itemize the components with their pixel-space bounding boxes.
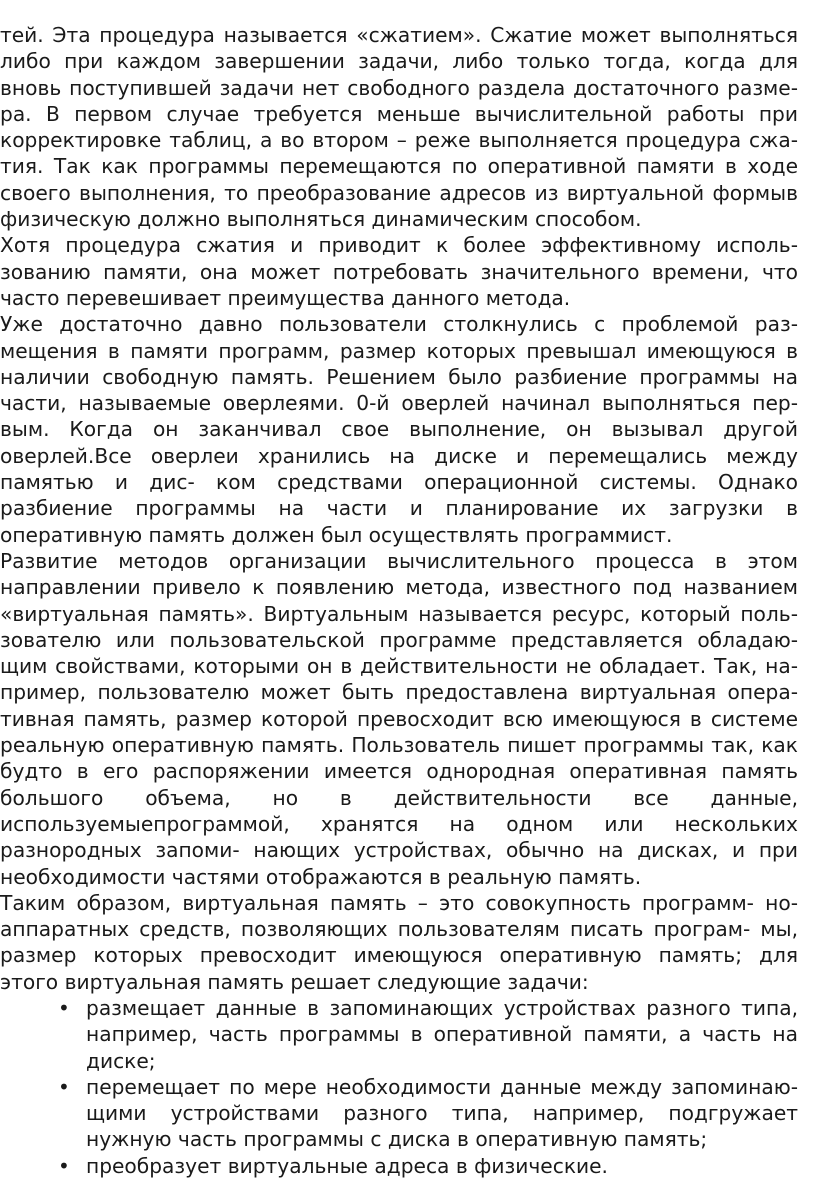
document-page <box>0 22 798 1179</box>
list-item-text: перемещает по мере необходимости данные между запоминаю- щими устройствами разного типа, например, подгружает нужную часть программы с диска в оперативную память; <box>86 1074 798 1152</box>
task-list <box>0 995 798 1179</box>
paragraph-compaction: тей. Эта процедура называется «сжатием». Сжатие может выполняться либо при каждом завершении задачи, либо только тогда, когда для вновь поступившей задачи нет свободного раздела достаточного разме- ра. В первом случае требуется меньше вычислительной работы при корректировке таблиц, а во втором – реже выполняется процедура сжа- тия. Так как программы перемещаются по оперативной памяти в ходе своего выполнения, то преобразование адресов из виртуальной формыв физическую должно выполняться динамическим способом. <box>0 23 798 232</box>
list-item <box>0 1153 798 1179</box>
bullet-icon: • <box>58 1153 70 1178</box>
list-item-text: размещает данные в запоминающих устройствах разного типа, например, часть программы в оперативной памяти, а часть на диске; <box>86 995 798 1073</box>
paragraph-compaction-cost: Хотя процедура сжатия и приводит к более эффективному исполь- зованию памяти, она может потребовать значительного времени, что часто перевешивает преимущества данного метода. <box>0 233 798 310</box>
bullet-icon: • <box>58 995 70 1020</box>
list-item-text: преобразует виртуальные адреса в физические. <box>86 1153 608 1178</box>
paragraph-virtual-memory: Развитие методов организации вычислительного процесса в этом направлении привело к появлению метода, известного под названием «виртуальная память». Виртуальным называется ресурс, который поль- зователю или пользовательской программе представляется обладаю- щим свойствами, которыми он в действительности не обладает. Так, на- пример, пользователю может быть предоставлена виртуальная опера- тивная память, размер которой превосходит всю имеющуюся в системе реальную оперативную память. Пользователь пишет программы так, как будто в его распоряжении имеется однородная оперативная память большого объема, но в действительности все данные, используемыепрограммой, хранятся на одном или нескольких разнородных запоми- нающих устройствах, обычно на дисках, и при необходимости частями отображаются в реальную память. <box>0 548 798 889</box>
bullet-icon: • <box>58 1074 70 1099</box>
list-item <box>0 995 798 1074</box>
paragraph-virtual-memory-definition: Таким образом, виртуальная память – это совокупность программ- но-аппаратных средств, позволяющих пользователям писать програм- мы, размер которых превосходит имеющуюся оперативную память; для этого виртуальная память решает следующие задачи: <box>0 890 798 994</box>
list-item <box>0 1074 798 1153</box>
paragraph-overlays: Уже достаточно давно пользователи столкнулись с проблемой раз- мещения в памяти программ, размер которых превышал имеющуюся в наличии свободную память. Решением было разбиение программы на части, называемые оверлеями. 0-й оверлей начинал выполняться пер- вым. Когда он заканчивал свое выполнение, он вызывал другой оверлей.Все оверлеи хранились на диске и перемещались между памятью и дис- ком средствами операционной системы. Однако разбиение программы на части и планирование их загрузки в оперативную память должен был осуществлять программист. <box>0 312 798 547</box>
